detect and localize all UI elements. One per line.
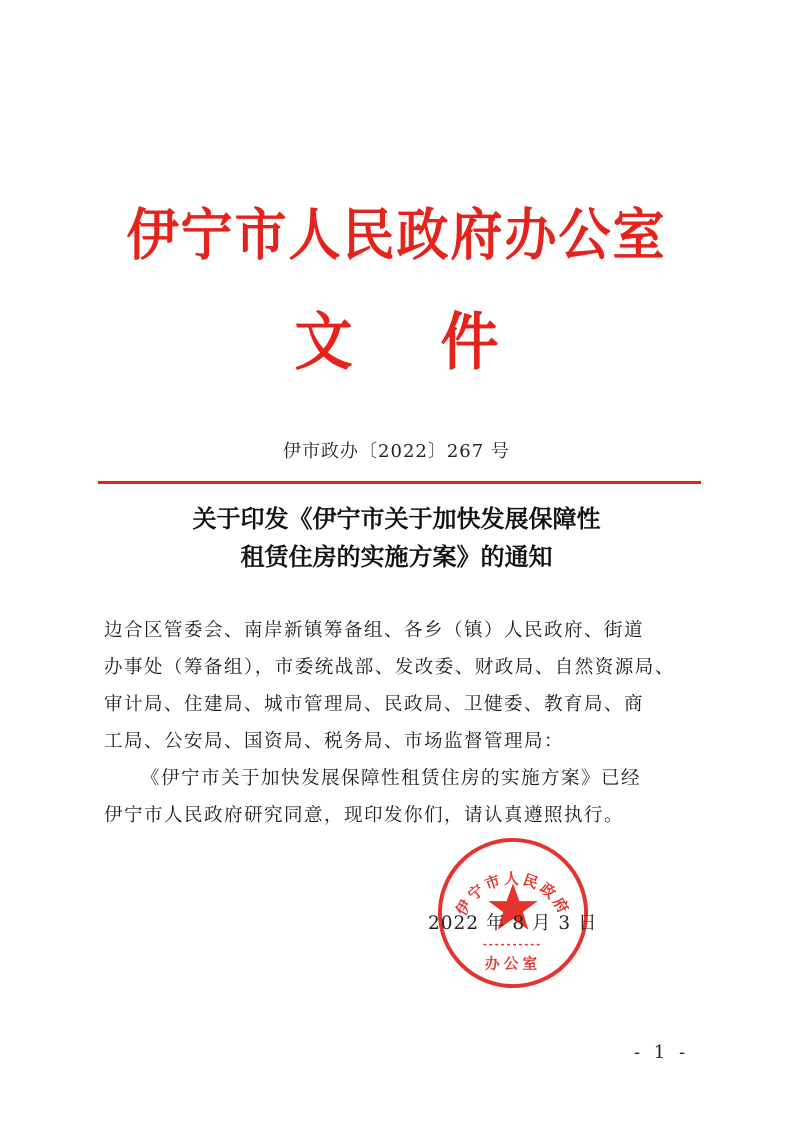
document-number: 伊市政办〔2022〕267 号	[283, 441, 510, 462]
issue-date: 2022 年 8 月 3 日	[428, 913, 598, 934]
addressee-line-3: 审计局、住建局、城市管理局、民政局、卫健委、教育局、商	[104, 694, 645, 715]
title-line-1: 关于印发《伊宁市关于加快发展保障性	[192, 504, 601, 533]
body-line-1: 《伊宁市关于加快发展保障性租赁住房的实施方案》已经	[141, 768, 642, 789]
document-title	[0, 500, 793, 576]
addressee-list	[104, 612, 694, 760]
title-line-2: 租赁住房的实施方案》的通知	[240, 542, 553, 571]
masthead-organization: 伊宁市人民政府办公室	[126, 203, 667, 269]
seal-text-bottom: 办公室	[484, 955, 542, 973]
addressee-line-2: 办事处（筹备组），市委统战部、发改委、财政局、自然资源局、	[104, 657, 675, 678]
seal-text-top: 伊宁市人民政府	[453, 870, 573, 919]
page-number: - 1 -	[634, 1042, 690, 1063]
masthead-document-type: 文件	[294, 305, 587, 379]
addressee-line-4: 工局、公安局、国资局、税务局、市场监督管理局：	[104, 731, 565, 752]
body-line-2: 伊宁市人民政府研究同意，现印发你们，请认真遵照执行。	[104, 805, 625, 826]
body-paragraph	[104, 760, 694, 834]
red-separator-line	[98, 481, 701, 484]
addressee-line-1: 边合区管委会、南岸新镇筹备组、各乡（镇）人民政府、街道	[104, 620, 645, 641]
